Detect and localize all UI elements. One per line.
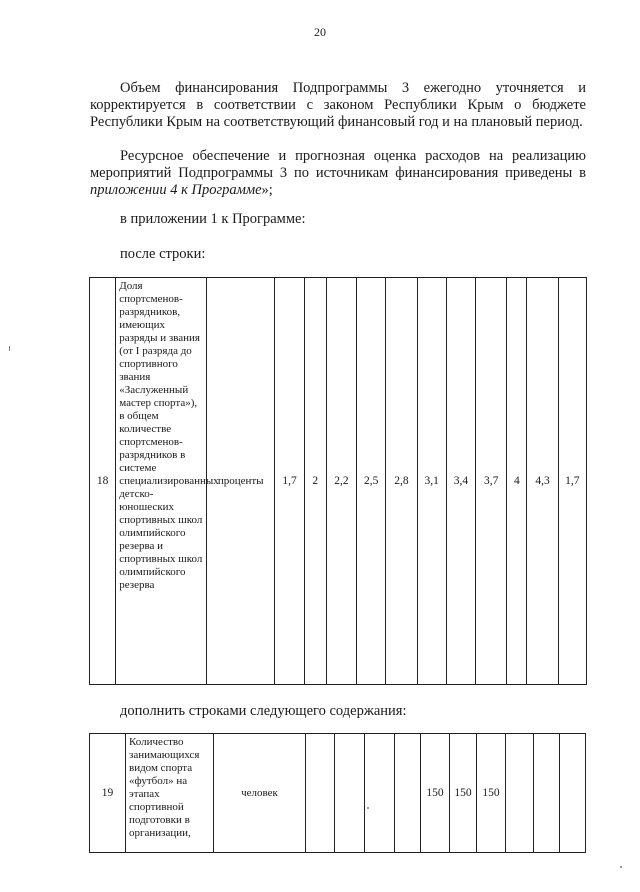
value-cell: 1,7 [275, 278, 304, 685]
row-number: 19 [90, 734, 126, 853]
table-row [90, 734, 586, 853]
paragraph-resources-text: Ресурсное обеспечение и прогнозная оценка расходов на реализацию мероприятий Подпрограммы 3 по источникам финансирования приведены в [90, 148, 586, 181]
value-cell: 150 [450, 734, 477, 853]
value-cell: 1,7 [558, 278, 586, 685]
value-cell [365, 734, 395, 853]
value-cell: 3,4 [446, 278, 475, 685]
add-rows-line: дополнить строками следующего содержания: [120, 703, 407, 719]
scan-speck [620, 866, 622, 868]
value-cell: 2,8 [386, 278, 417, 685]
value-cell: 2,5 [357, 278, 386, 685]
indicator-table-existing [89, 277, 587, 685]
indicator-table-new [89, 733, 586, 853]
value-cell: 2 [304, 278, 326, 685]
value-cell: 150 [421, 734, 450, 853]
paragraph-financing: Объем финансирования Подпрограммы 3 ежегодно уточняется и корректируется в соответствии с законом Республики Крым о бюджете Республики Крым на соответствующий финансовый год и на плановый период. [90, 80, 586, 130]
unit-cell: проценты [206, 278, 275, 685]
value-cell: 4,3 [527, 278, 558, 685]
value-cell: 150 [477, 734, 506, 853]
appendix-reference: приложении 4 к Программе [90, 182, 262, 198]
indicator-name: Доля спортсменов-разрядников, имеющих разряды и звания (от I разряда до спортивного звания «Заслуженный мастер спорта»), в общем количестве спортсменов-разрядников в системе специализированных детско-юношеских спортивных школ олимпийского резерва и спортивных школ олимпийского резерва [116, 278, 207, 685]
value-cell [560, 734, 586, 853]
table-row [90, 278, 587, 685]
value-cell [395, 734, 421, 853]
appendix-line: в приложении 1 к Программе: [120, 211, 306, 227]
page-number: 20 [314, 25, 326, 39]
indicator-name: Количество занимающихся видом спорта «футбол» на этапах спортивной подготовки в организации, [126, 734, 214, 853]
unit-cell: человек [214, 734, 306, 853]
value-cell [306, 734, 335, 853]
after-row-line: после строки: [120, 246, 206, 262]
value-cell: 2,2 [326, 278, 356, 685]
value-cell: 3,1 [417, 278, 446, 685]
paragraph-resources [90, 148, 586, 199]
scan-speck [367, 807, 369, 809]
value-cell [335, 734, 365, 853]
value-cell: 4 [507, 278, 527, 685]
paragraph-resources-end: »; [261, 182, 273, 198]
value-cell [534, 734, 560, 853]
scan-speck [9, 346, 10, 351]
value-cell [506, 734, 534, 853]
row-number: 18 [90, 278, 116, 685]
value-cell: 3,7 [476, 278, 507, 685]
